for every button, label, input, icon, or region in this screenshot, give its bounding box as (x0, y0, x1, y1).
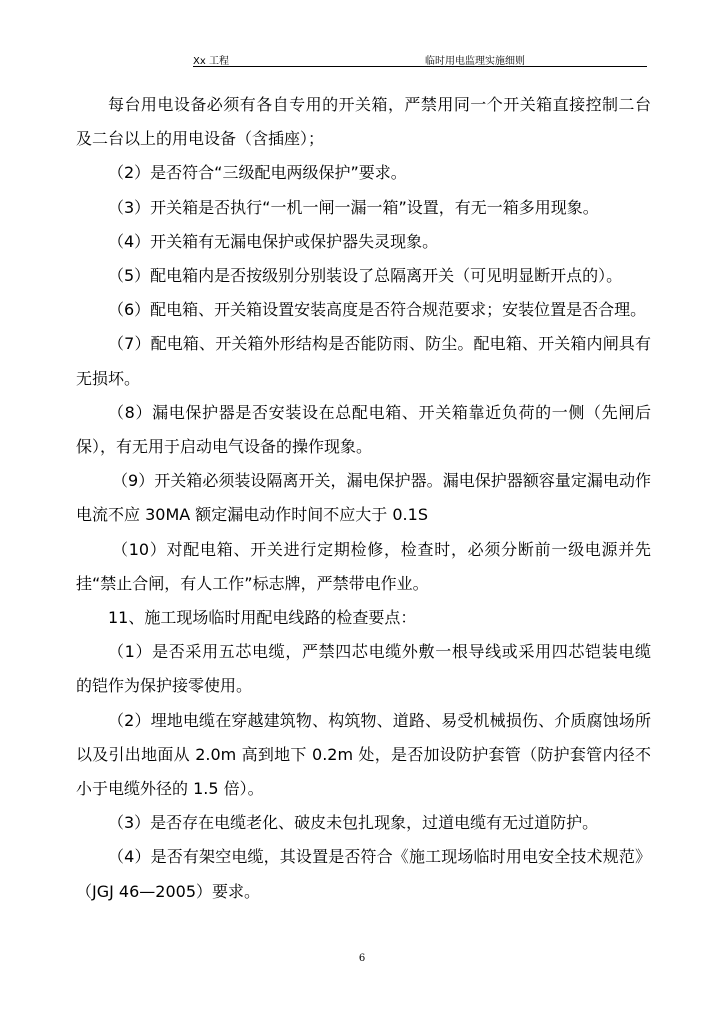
header-doc-title: 临时用电监理实施细则 (425, 56, 525, 67)
paragraph: （1）是否采用五芯电缆，严禁四芯电缆外敷一根导线或采用四芯铠装电缆 的铠作为保护接零使用。 (76, 642, 651, 696)
paragraph: （2）埋地电缆在穿越建筑物、构筑物、道路、易受机械损伤、介质腐蚀场所以及引出地面从 2.0m 高到地下 0.2m 处，是否加设防护套管（防护套管内径不小于电缆外径的 1.5 倍）。 (76, 710, 651, 799)
page-header (193, 50, 647, 67)
paragraph: （4）开关箱有无漏电保护或保护器失灵现象。 (108, 231, 439, 251)
section-heading: 11、施工现场临时用配电线路的检查要点： (108, 608, 417, 628)
paragraph: （2）是否符合“三级配电两级保护”要求。 (108, 163, 407, 183)
paragraph: （8）漏电保护器是否安装设在总配电箱、开关箱靠近负荷的一侧（先闸后保），有无用于启动电气设备的操作现象。 (76, 402, 651, 457)
body-text (76, 88, 651, 909)
paragraph: （6）配电箱、开关箱设置安装高度是否符合规范要求；安装位置是否合理。 (108, 300, 647, 320)
paragraph: （7）配电箱、开关箱外形结构是否能防雨、防尘。配电箱、开关箱内闸具有无损坏。 (76, 334, 651, 388)
paragraph: （3）开关箱是否执行“一机一闸一漏一箱”设置，有无一箱多用现象。 (108, 197, 599, 217)
header-project: Xx 工程 (193, 56, 229, 67)
paragraph: （3）是否存在电缆老化、破皮未包扎现象，过道电缆有无过道防护。 (108, 813, 599, 833)
paragraph: （5）配电箱内是否按级别分别装设了总隔离开关（可见明显断开点的）。 (108, 266, 623, 286)
paragraph: （9）开关箱必须装设隔离开关，漏电保护器。漏电保护器额容量定漏电动作电流不应 30MA 额定漏电动作时间不应大于 0.1S (76, 471, 651, 525)
paragraph: （10）对配电箱、开关进行定期检修，检查时，必须分断前一级电源并先挂“禁止合闸，有人工作”标志牌，严禁带电作业。 (76, 539, 651, 593)
page-number: 6 (358, 953, 366, 964)
paragraph: （4）是否有架空电缆，其设置是否符合《施工现场临时用电安全技术规范》（JGJ 46—2005）要求。 (76, 847, 651, 901)
paragraph: 每台用电设备必须有各自专用的开关箱，严禁用同一个开关箱直接控制二台及二台以上的用电设备（含插座）； (76, 95, 651, 149)
